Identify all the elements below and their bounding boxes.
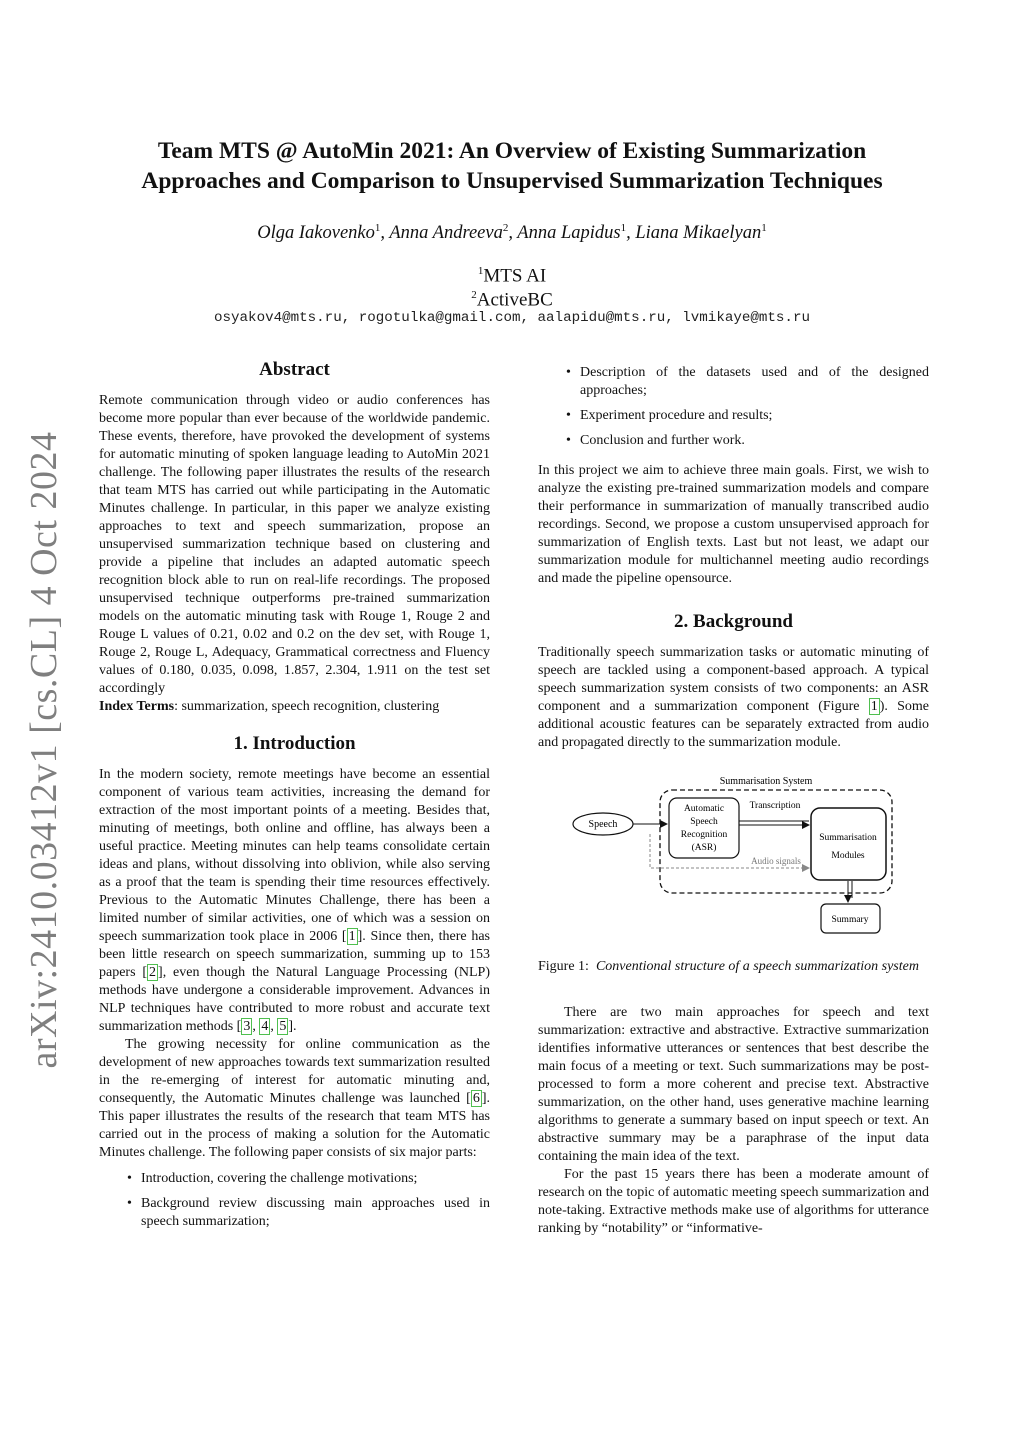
citation-link[interactable]: 5 [279, 1019, 287, 1034]
author: Anna Lapidus$^1$, [517, 222, 636, 244]
arxiv-sidebar-stamp [16, 431, 72, 1069]
asr-label: (ASR) [691, 843, 717, 853]
citation-link[interactable]: 3 [243, 1019, 251, 1034]
affiliation-2: $^2$ActiveBC [471, 289, 553, 311]
paper-title [112, 136, 912, 196]
goals-paragraph: In this project we aim to achieve three main goals. First, we wish to analyze the existing pre-trained summarization models and compare their performance in summarization of manually transcribed audio recordings. Second, we propose a custom unsupervised approach for summarization of English texts. Last but not least, we adapt our summarization module for multichannel meeting audio recordings and made the pipeline opensource. [538, 463, 929, 586]
abstract-heading: Abstract [259, 359, 330, 380]
author: Olga Iakovenko$^1$, [257, 222, 390, 244]
introduction-heading: 1. Introduction [233, 733, 356, 754]
asr-label: Recognition [680, 830, 728, 840]
summary-label: Summary [831, 915, 869, 925]
author: Anna Andreeva$^2$, [389, 222, 518, 244]
paper-parts-list [99, 1170, 490, 1231]
system-label: Summarisation System [719, 776, 813, 787]
paper-parts-list-continued [538, 364, 929, 450]
transcription-label: Transcription [749, 801, 801, 811]
citation-link[interactable]: 4 [261, 1019, 269, 1034]
background-paragraph-3: For the past 15 years there has been a moderate amount of research on the topic of automatic meeting speech summarization and note-taking. Extractive methods make use of algorithms for utterance ranking by “notability” or “informative- [538, 1167, 929, 1236]
citation-link[interactable]: 2 [149, 965, 157, 980]
list-item: • Experiment procedure and results; [538, 407, 929, 425]
list-item: • Background review discussing main approaches used in speech summarization; [99, 1195, 490, 1231]
intro-paragraph-1: In the modern society, remote meetings have become an essential component of various team activities, increasing the demand for extraction of the most important points of a meeting. Besides that, minuting of meetings, both online and offline, has always been a useful practice. Meeting minutes can help teams consolidate certain ideas and plans, without dissolving into oblivion, while also serving as a proof that the team is spending their time resources effectively. Previous to the Automatic Minutes Challenge, there has been a limited number of similar activities, one of which was a session on speech summarization took place in 2006 [ 1 ]. Since then, there has been little research on speech summarization, summing up to 153 papers [ 2 ], even though the Natural Language Processing (NLP) methods have undergone a considerable improvement. Advances in NLP techniques have contributed to more robust and accurate text summarization methods [ 3 , 4 , 5 ]. [99, 767, 491, 1034]
figure-1-diagram [568, 774, 898, 944]
speech-label: Speech [588, 819, 618, 830]
figure-link[interactable]: 1 [870, 699, 878, 714]
background-paragraph-2: There are two main approaches for speech and text summarization: extractive and abstractive. Extractive summarization identifies informative utterances or sentences that best describe the main focus of a meeting or text. Such summarizations may be post-processed to form a more coherent and precise text. Abstractive summarization, on the other hand, uses generative machine learning algorithms to generate a summary based on input speech or text. An abstractive summary may be a paraphrase of the input data containing the main idea of the text. [538, 1005, 929, 1164]
title-line-1: Team MTS @ AutoMin 2021: An Overview of Existing Summarization [157, 138, 867, 164]
citation-link[interactable]: 6 [472, 1091, 480, 1106]
modules-label: Modules [831, 851, 865, 861]
list-item: • Description of the datasets used and of the designed approaches; [538, 364, 929, 400]
left-column [99, 358, 490, 1238]
abstract-text: Remote communication through video or audio conferences has become more popular than ever because of the worldwide pandemic. These events, therefore, have provoked the development of systems for automatic minuting of spoken language leading to AutoMin 2021 challenge. The following paper illustrates the results of the research that team MTS has carried out while participating in the Automatic Minutes challenge. In particular, in this paper we analyze existing approaches to text and speech summarization, propose an unsupervised summarization technique based on clustering and provide a pipeline that includes an adapted automatic speech recognition block able to run on real-life recordings. The proposed unsupervised technique outperforms pre-trained summarization models on the automatic minuting task with Rouge 1, Rouge 2 and Rouge L values of 0.21, 0.02 and 0.2 on the dev set, with Rouge 1, Rouge 2, Rouge L, Adequacy, Grammatical correctness and Fluency values of 0.180, 0.035, 0.098, 1.857, 2.304, 1.911 on the test set accordingly [99, 393, 490, 696]
index-terms: Index Terms: summarization, speech recognition, clustering [99, 699, 440, 714]
list-item: • Introduction, covering the challenge motivations; [99, 1170, 490, 1188]
summarisation-modules-node [811, 808, 886, 880]
citation-link[interactable]: 1 [348, 929, 356, 944]
arxiv-id: arXiv:2410.03412v1 [cs.CL] 4 Oct 2024 [23, 431, 65, 1069]
modules-label: Summarisation [819, 833, 877, 843]
title-line-2: Approaches and Comparison to Unsupervised Summarization Techniques [141, 168, 883, 194]
figure-1-caption: Figure 1: Conventional structure of a speech summarization system [538, 959, 919, 974]
author-emails: osyakov4@mts.ru, rogotulka@gmail.com, aalapidu@mts.ru, lvmikaye@mts.ru [214, 310, 810, 326]
background-paragraph-1: Traditionally speech summarization tasks or automatic minuting of speech are tackled using a component-based approach. A typical speech summarization system consists of two components: an ASR component and a summarization component (Figure 1 ). Some additional acoustic features can be separately extracted from audio and propagated directly to the summarization module. [538, 645, 929, 750]
asr-label: Automatic [683, 804, 725, 814]
list-item: • Conclusion and further work. [538, 432, 929, 450]
author: Liana Mikaelyan$^1$ [635, 222, 767, 244]
asr-label: Speech [690, 817, 718, 827]
affiliation-1: $^1$MTS AI [477, 265, 547, 287]
background-heading: 2. Background [674, 611, 793, 632]
author-list [112, 216, 912, 245]
intro-paragraph-2: The growing necessity for online communication as the development of new approaches towards text summarization resulted in the re-emerging of interest for automatic minuting and, consequently, the Automatic Minutes challenge was launched [ 6 ]. This paper illustrates the results of the research that team MTS has carried out in the process of making a solution for the Automatic Minutes challenge. The following paper consists of six major parts: [99, 1037, 490, 1160]
audio-signals-label: Audio signals [751, 856, 801, 866]
right-column [538, 364, 929, 1238]
